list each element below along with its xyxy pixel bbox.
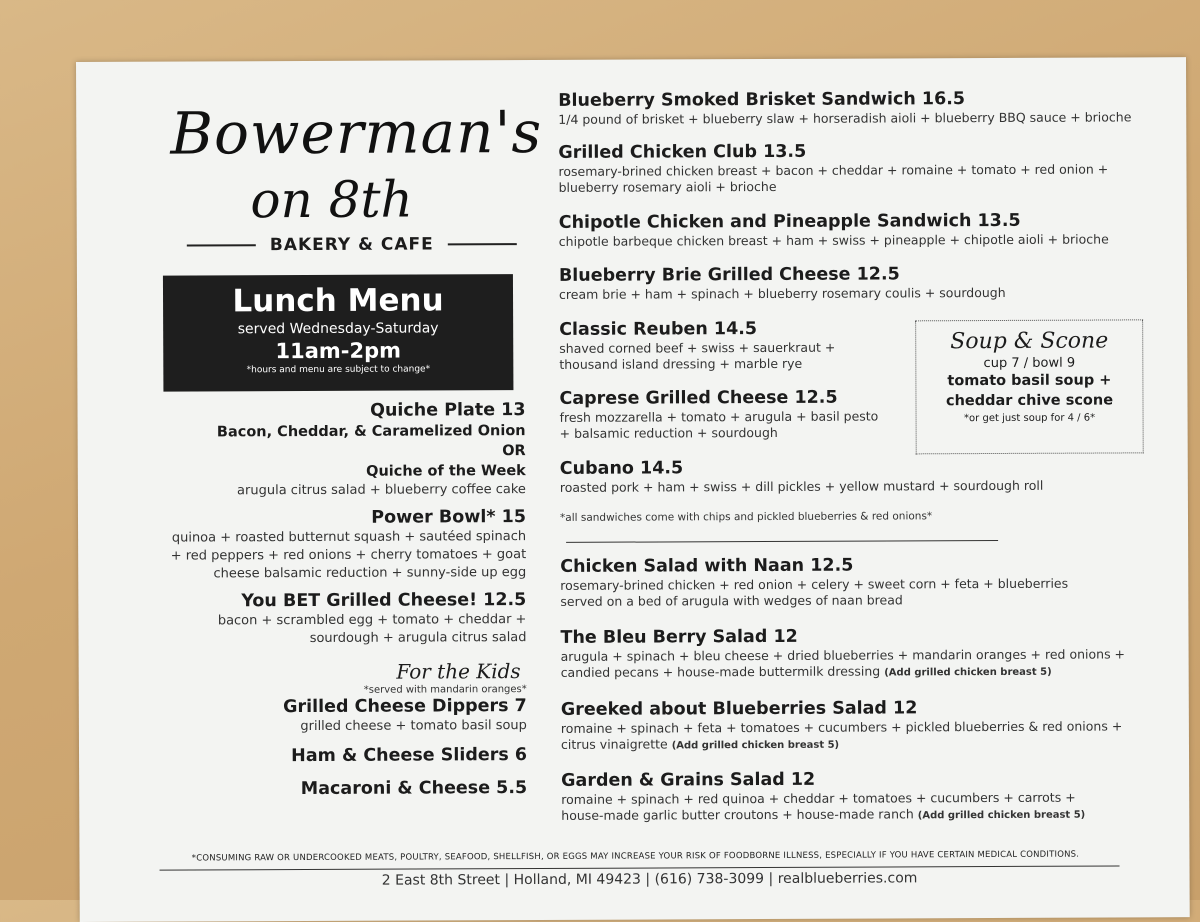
add-chicken-note: (Add grilled chicken breast 5) — [917, 809, 1086, 822]
sandwich-item — [559, 386, 899, 441]
menu-item-quiche — [107, 400, 525, 501]
item-desc: grilled cheese + tomato basil soup — [300, 718, 527, 735]
item-desc: bacon + scrambled egg + tomato + cheddar + — [217, 612, 527, 629]
item-name: Grilled Chicken Club 13.5 — [558, 141, 807, 163]
item-name: Chicken Salad with Naan 12.5 — [560, 555, 854, 577]
item-desc: fresh mozzarella + tomato + arugula + basil pesto — [559, 408, 879, 425]
item-name: Chipotle Chicken and Pineapple Sandwich 13.5 — [558, 210, 1021, 233]
item-option: Quiche of the Week — [366, 463, 526, 480]
left-menu-column — [107, 400, 527, 809]
salad-item — [561, 696, 1166, 755]
soup-scone-box — [915, 319, 1144, 454]
sandwich-item — [559, 317, 899, 372]
sandwich-item — [558, 87, 1163, 128]
salad-item — [560, 553, 1165, 610]
item-name: Macaroni & Cheese 5.5 — [300, 778, 528, 800]
sandwich-item — [559, 262, 1164, 303]
footer-divider — [160, 865, 1120, 870]
item-desc: romaine + spinach + feta + tomatoes + cucumbers + pickled blueberries & red onions + — [560, 718, 1123, 736]
item-option: Bacon, Cheddar, & Caramelized Onion — [216, 423, 526, 441]
item-desc: roasted pork + ham + swiss + dill pickles + yellow mustard + sourdough roll — [559, 477, 1044, 495]
item-desc: + balsamic reduction + sourdough — [559, 424, 778, 441]
kids-section — [109, 659, 528, 801]
item-desc: sourdough + arugula citrus salad — [309, 630, 527, 646]
item-name: Caprese Grilled Cheese 12.5 — [559, 387, 838, 409]
item-desc: blueberry rosemary aioli + brioche — [558, 178, 777, 195]
divider — [448, 243, 517, 245]
item-desc: 1/4 pound of brisket + blueberry slaw + horseradish aioli + blueberry BBQ sauce + brioche — [558, 109, 1132, 127]
item-name: Cubano 14.5 — [559, 458, 684, 479]
item-name: Blueberry Brie Grilled Cheese 12.5 — [558, 264, 900, 286]
brand-logo-line1: Bowerman's — [170, 97, 543, 168]
food-safety-disclaimer: *CONSUMING RAW OR UNDERCOOKED MEATS, POULTRY, SEAFOOD, SHELLFISH, OR EGGS MAY INCREASE YOUR RISK OF FOODBORNE ILLNESS, ESPECIALLY IF YOU HAVE CERTAIN MEDICAL CONDITIONS. — [191, 849, 1080, 864]
banner-title: Lunch Menu — [232, 282, 444, 320]
item-desc: cream brie + ham + spinach + blueberry rosemary coulis + sourdough — [558, 284, 1006, 302]
item-name: Blueberry Smoked Brisket Sandwich 16.5 — [558, 89, 966, 111]
sandwich-note: *all sandwiches come with chips and pickled blueberries & red onions* — [559, 510, 933, 524]
salad-item — [561, 767, 1166, 826]
soup-box-title: Soup & Scone — [950, 328, 1109, 355]
menu-item-power-bowl — [108, 507, 526, 584]
item-name: Garden & Grains Salad 12 — [561, 769, 816, 791]
lunch-menu-banner — [163, 274, 514, 392]
soup-box-line1: tomato basil soup + — [947, 372, 1112, 390]
soup-box-line2: cheddar chive scone — [945, 392, 1114, 410]
add-chicken-note: (Add grilled chicken breast 5) — [671, 739, 840, 752]
item-desc: quinoa + roasted butternut squash + sautéed spinach — [171, 529, 527, 546]
divider — [187, 244, 256, 246]
item-desc: chipotle barbeque chicken breast + ham + swiss + pineapple + chipotle aioli + brioche — [558, 231, 1109, 249]
item-name: You BET Grilled Cheese! 12.5 — [241, 590, 527, 612]
item-desc-text: candied pecans + house-made buttermilk dressing — [560, 663, 881, 680]
banner-days: served Wednesday-Saturday — [237, 320, 439, 338]
brand-subtitle — [187, 234, 517, 255]
item-or: OR — [502, 443, 526, 460]
item-desc: + red peppers + red onions + cherry tomatoes + goat — [170, 547, 527, 564]
item-desc: rosemary-brined chicken breast + bacon + cheddar + romaine + tomato + red onion + — [558, 161, 1109, 179]
item-name: Ham & Cheese Sliders 6 — [291, 745, 528, 767]
item-name: Greeked about Blueberries Salad 12 — [560, 698, 918, 720]
item-name: Power Bowl* 15 — [371, 507, 527, 528]
item-name: Classic Reuben 14.5 — [559, 319, 758, 340]
sandwich-item — [559, 209, 1164, 250]
footer-address: 2 East 8th Street | Holland, MI 49423 | (616) 738-3099 | realblueberries.com — [381, 870, 918, 889]
section-divider — [566, 540, 998, 543]
sandwich-item — [558, 139, 1163, 196]
kids-note: *served with mandarin oranges* — [363, 684, 527, 696]
item-desc — [561, 734, 1166, 755]
salad-item — [560, 624, 1165, 683]
item-desc: romaine + spinach + red quinoa + cheddar + tomatoes + cucumbers + carrots + — [561, 789, 1076, 807]
item-desc — [561, 805, 1166, 826]
item-name: Quiche Plate 13 — [370, 400, 526, 421]
sandwich-item — [560, 455, 1165, 496]
brand-logo-line2: on 8th — [250, 170, 413, 230]
menu-paper — [76, 57, 1190, 922]
item-name: Grilled Cheese Dippers 7 — [283, 696, 527, 718]
item-desc-text: house-made garlic butter croutons + house-made ranch — [561, 806, 914, 823]
add-chicken-note: (Add grilled chicken breast 5) — [884, 666, 1052, 679]
item-desc — [561, 662, 1166, 683]
brand-subtitle-text: BAKERY & CAFE — [269, 234, 434, 256]
banner-hours: 11am-2pm — [275, 338, 402, 364]
item-desc: rosemary-brined chicken + red onion + celery + sweet corn + feta + blueberries — [560, 575, 1069, 593]
item-desc: served on a bed of arugula with wedges of naan bread — [560, 592, 903, 609]
soup-box-note: *or get just soup for 4 / 6* — [964, 412, 1096, 425]
item-desc: cheese balsamic reduction + sunny-side up egg — [213, 565, 527, 582]
item-desc: shaved corned beef + swiss + sauerkraut + — [559, 339, 836, 356]
menu-item-you-bet — [108, 590, 526, 649]
soup-box-price: cup 7 / bowl 9 — [983, 355, 1076, 372]
item-name: The Bleu Berry Salad 12 — [560, 626, 798, 648]
banner-note: *hours and menu are subject to change* — [246, 364, 431, 376]
item-desc: thousand island dressing + marble rye — [559, 355, 803, 372]
item-desc: arugula citrus salad + blueberry coffee cake — [237, 482, 526, 499]
kids-heading: For the Kids — [396, 659, 521, 684]
item-desc-text: citrus vinaigrette — [560, 736, 668, 752]
item-desc: arugula + spinach + bleu cheese + dried blueberries + mandarin oranges + red onions + — [560, 646, 1126, 664]
